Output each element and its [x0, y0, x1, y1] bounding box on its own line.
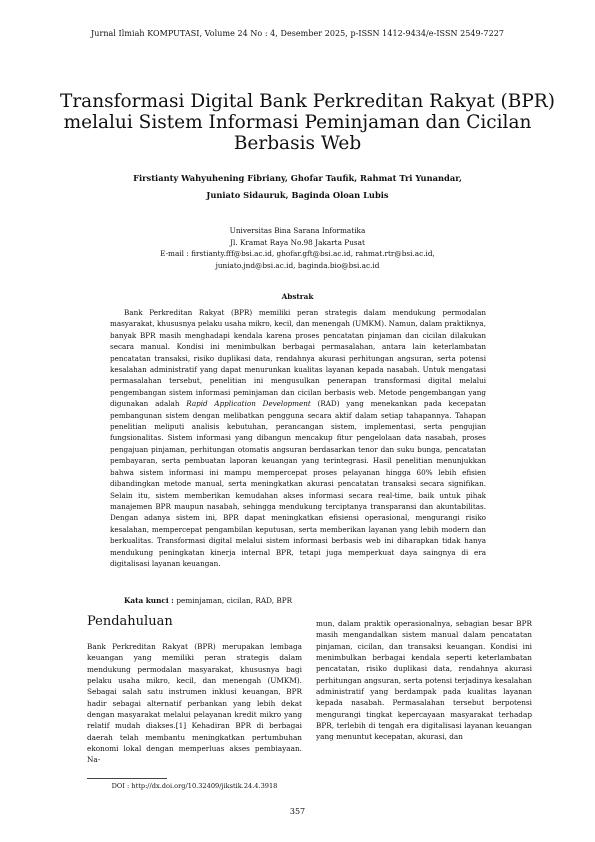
paper-title	[60, 91, 555, 154]
right-column	[316, 618, 532, 743]
title-line: Berbasis Web	[233, 133, 362, 154]
abstract-text-part: Bank Perkreditan Rakyat (BPR) memiliki peran strategis dalam mendukung permodalan masyarakat, khususnya pelaku usaha mikro, kecil, dan menengah (UMKM). Namun, dalam praktiknya, banyak BPR masih menghadapi kendala karena proses pencatatan pinjaman dan cicilan dilakukan secara manual. Kondisi ini menimbulkan berbagai permasalahan, antara lain keterlambatan pencatatan transaksi, risiko duplikasi data, rendahnya akurasi perhitungan angsuran, serta potensi kesalahan administratif yang dapat menurunkan kualitas layanan kepada nasabah. Untuk mengatasi permasalahan tersebut, penelitian ini mengusulkan penerapan transformasi digital melalui pengembangan sistem informasi peminjaman dan cicilan berbasis web. Metode pengembangan yang digunakan adalah	[110, 308, 486, 409]
author-line: Juniato Sidauruk, Baginda Oloan Lubis	[206, 190, 389, 200]
journal-header: Jurnal Ilmiah KOMPUTASI, Volume 24 No : 4, Desember 2025, p-ISSN 1412-9434/e-ISSN 2549-7227	[90, 29, 504, 38]
keywords-value: peminjaman, cicilan, RAD, BPR	[176, 596, 293, 605]
author-list	[60, 170, 535, 204]
affiliation-line: Jl. Kramat Raya No.98 Jakarta Pusat	[230, 237, 365, 247]
abstract-italic-term: Rapid Application Development	[186, 399, 311, 409]
page-number: 357	[289, 807, 306, 816]
affiliation-line: juniato.jnd@bsi.ac.id, baginda.bio@bsi.ac.id	[215, 260, 380, 270]
title-line: Transformasi Digital Bank Perkreditan Rakyat (BPR)	[60, 91, 555, 112]
abstract-body	[110, 307, 486, 569]
left-column	[87, 641, 302, 766]
title-line: melalui Sistem Informasi Peminjaman dan Cicilan	[63, 112, 532, 133]
section-heading-introduction: Pendahuluan	[87, 614, 173, 629]
affiliation-line: E-mail : firstianty.fff@bsi.ac.id, ghofar.gft@bsi.ac.id, rahmat.rtr@bsi.ac.id,	[160, 249, 435, 258]
abstract-paragraph	[110, 307, 486, 569]
footnote-rule	[87, 778, 167, 779]
affiliation-line: Universitas Bina Sarana Informatika	[229, 226, 366, 235]
body-paragraph: Bank Perkreditan Rakyat (BPR) merupakan lembaga keuangan yang memiliki peran strategis dalam mendukung permodalan masyarakat, khususnya bagi pelaku usaha mikro, kecil, dan menengah (UMKM). Sebagai salah satu instrumen inklusi keuangan, BPR hadir sebagai alternatif perbankan yang lebih dekat dengan masyarakat melalui pelayanan kredit mikro yang relatif mudah diakses.[1] Kehadiran BPR di berbagai daerah telah membantu meningkatkan pertumbuhan ekonomi lokal dengan memperluas akses pembiayaan. Na-	[87, 642, 302, 765]
keywords	[124, 596, 484, 605]
abstract-text-part: (RAD) yang menekankan pada kecepatan pembangunan sistem dengan melibatkan pengguna secara aktif dalam setiap tahapannya. Tahapan penelitian meliputi analisis kebutuhan, perancangan sistem, implementasi, serta pengujian fungsionalitas. Sistem informasi yang dibangun mencakup fitur pengelolaan data nasabah, proses pengajuan pinjaman, perhitungan otomatis angsuran berdasarkan tenor dan suku bunga, pencatatan pembayaran, serta pembuatan laporan keuangan yang terintegrasi. Hasil penelitian menunjukkan bahwa sistem informasi ini mampu mempercepat proses pelayanan hingga 60% lebih efisien dibandingkan metode manual, serta meningkatkan akurasi pencatatan transaksi secara signifikan. Selain itu, sistem memberikan kemudahan akses informasi secara real-time, baik untuk pihak manajemen BPR maupun nasabah, sehingga mendukung terciptanya transparansi dan akuntabilitas. Dengan adanya sistem ini, BPR dapat meningkatkan efisiensi operasional, mengurangi risiko kesalahan, mempercepat pengambilan keputusan, serta memberikan layanan yang lebih modern dan berkualitas. Transformasi digital melalui sistem informasi berbasis web ini diharapkan tidak hanya mendukung peningkatan kinerja internal BPR, tetapi juga memperkuat daya saingnya di era digitalisasi layanan keuangan.	[110, 399, 486, 568]
affiliation	[60, 225, 535, 271]
abstract-heading: Abstrak	[281, 292, 314, 301]
keywords-label: Kata kunci :	[124, 596, 177, 605]
body-paragraph: mun, dalam praktik operasionalnya, sebagian besar BPR masih mengandalkan sistem manual dalam pencatatan pinjaman, cicilan, dan transaksi keuangan. Kondisi ini menimbulkan berbagai kendala seperti keterlambatan pencatatan, risiko duplikasi data, rendahnya akurasi perhitungan angsuran, serta potensi terjadinya kesalahan administratif yang berdampak pada kualitas layanan kepada nasabah. Permasalahan tersebut berpotensi mengurangi tingkat kepercayaan masyarakat terhadap BPR, terlebih di tengah era digitalisasi layanan keuangan yang menuntut kecepatan, akurasi, dan	[316, 619, 532, 742]
doi-footnote: DOI : http://dx.doi.org/10.32409/jikstik.24.4.3918	[111, 782, 278, 790]
author-line: Firstianty Wahyuhening Fibriany, Ghofar Taufik, Rahmat Tri Yunandar,	[133, 173, 462, 183]
